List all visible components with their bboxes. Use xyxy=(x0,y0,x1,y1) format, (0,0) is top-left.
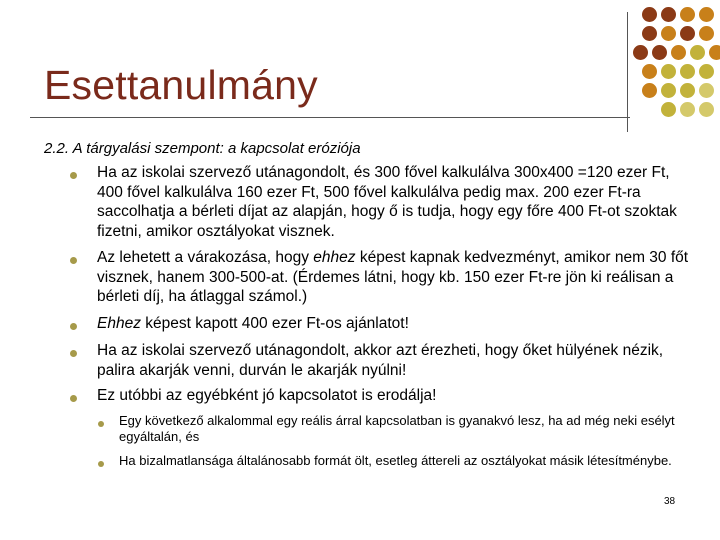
sub-bullet-marker xyxy=(98,421,104,427)
bullet-marker xyxy=(70,350,77,357)
dot xyxy=(699,64,714,79)
decorative-dot-grid xyxy=(633,7,720,137)
bullet-text: képest kapott 400 ezer Ft-os ajánlatot! xyxy=(140,315,409,332)
dot xyxy=(652,45,667,60)
bullet-marker xyxy=(70,172,77,179)
bullet-item xyxy=(97,248,697,307)
vertical-divider xyxy=(627,12,628,132)
dot xyxy=(699,102,714,117)
title-divider xyxy=(30,117,630,118)
dot xyxy=(699,7,714,22)
bullet-marker xyxy=(70,257,77,264)
sub-bullet-item: Ha bizalmatlansága általánosabb formát ölt, esetleg áttereli az osztályokat másik létesítménybe. xyxy=(119,453,672,468)
dot xyxy=(642,64,657,79)
bullet-emphasis: Ehhez xyxy=(97,315,141,332)
bullet-text: képest kapnak kedvezményt, amikor nem 30 főt visznek, hanem 300-500-at. (Érdemes látni, hogy kb. 150 ezer Ft-re jön ki reálisan a bérleti díj, ha átlaggal számol.) xyxy=(97,249,689,305)
bullet-item xyxy=(97,314,697,334)
page-number: 38 xyxy=(664,496,676,507)
dot xyxy=(680,102,695,117)
bullet-marker xyxy=(70,323,77,330)
dot xyxy=(690,45,705,60)
dot xyxy=(709,45,720,60)
dot xyxy=(661,7,676,22)
slide-subtitle: 2.2. A tárgyalási szempont: a kapcsolat eróziója xyxy=(44,140,361,157)
bullet-emphasis: ehhez xyxy=(313,249,356,266)
dot xyxy=(661,26,676,41)
sub-bullet-marker xyxy=(98,461,104,467)
dot xyxy=(671,45,686,60)
bullet-text: Az lehetett a várakozása, hogy xyxy=(97,249,314,266)
bullet-item xyxy=(97,341,697,380)
sub-bullet-item: Egy következő alkalommal egy reális árral kapcsolatban is gyanakvó lesz, ha ad még neki esélyt egyáltalán, és xyxy=(119,413,675,444)
dot xyxy=(642,7,657,22)
dot xyxy=(680,26,695,41)
dot xyxy=(642,83,657,98)
bullet-item xyxy=(97,386,697,406)
dot xyxy=(680,64,695,79)
dot xyxy=(661,102,676,117)
slide-title: Esettanulmány xyxy=(44,62,318,108)
bullet-text: Ha az iskolai szervező utánagondolt, és 300 fővel kalkulálva 300x400 =120 ezer Ft, 400 fővel kalkulálva 160 ezer Ft, 500 fővel kalkulálva pedig max. 200 ezer Ft-ra saccolhatja a bérleti díjat az alapján, hogy ő is tudja, hogy egy főre 400 Ft-ot szoktak fizetni, amikor osztályokat visznek. xyxy=(97,164,677,240)
dot xyxy=(661,83,676,98)
bullet-text: Ez utóbbi az egyébként jó kapcsolatot is erodálja! xyxy=(97,387,437,404)
dot xyxy=(642,26,657,41)
dot xyxy=(699,83,714,98)
bullet-text: Ha az iskolai szervező utánagondolt, akkor azt érezheti, hogy őket hülyének nézik, palira akarják venni, durván le akarják nyúlni! xyxy=(97,342,664,379)
dot xyxy=(661,64,676,79)
bullet-item xyxy=(97,163,697,241)
dot xyxy=(633,45,648,60)
dot xyxy=(699,26,714,41)
bullet-marker xyxy=(70,395,77,402)
dot xyxy=(680,83,695,98)
dot xyxy=(680,7,695,22)
